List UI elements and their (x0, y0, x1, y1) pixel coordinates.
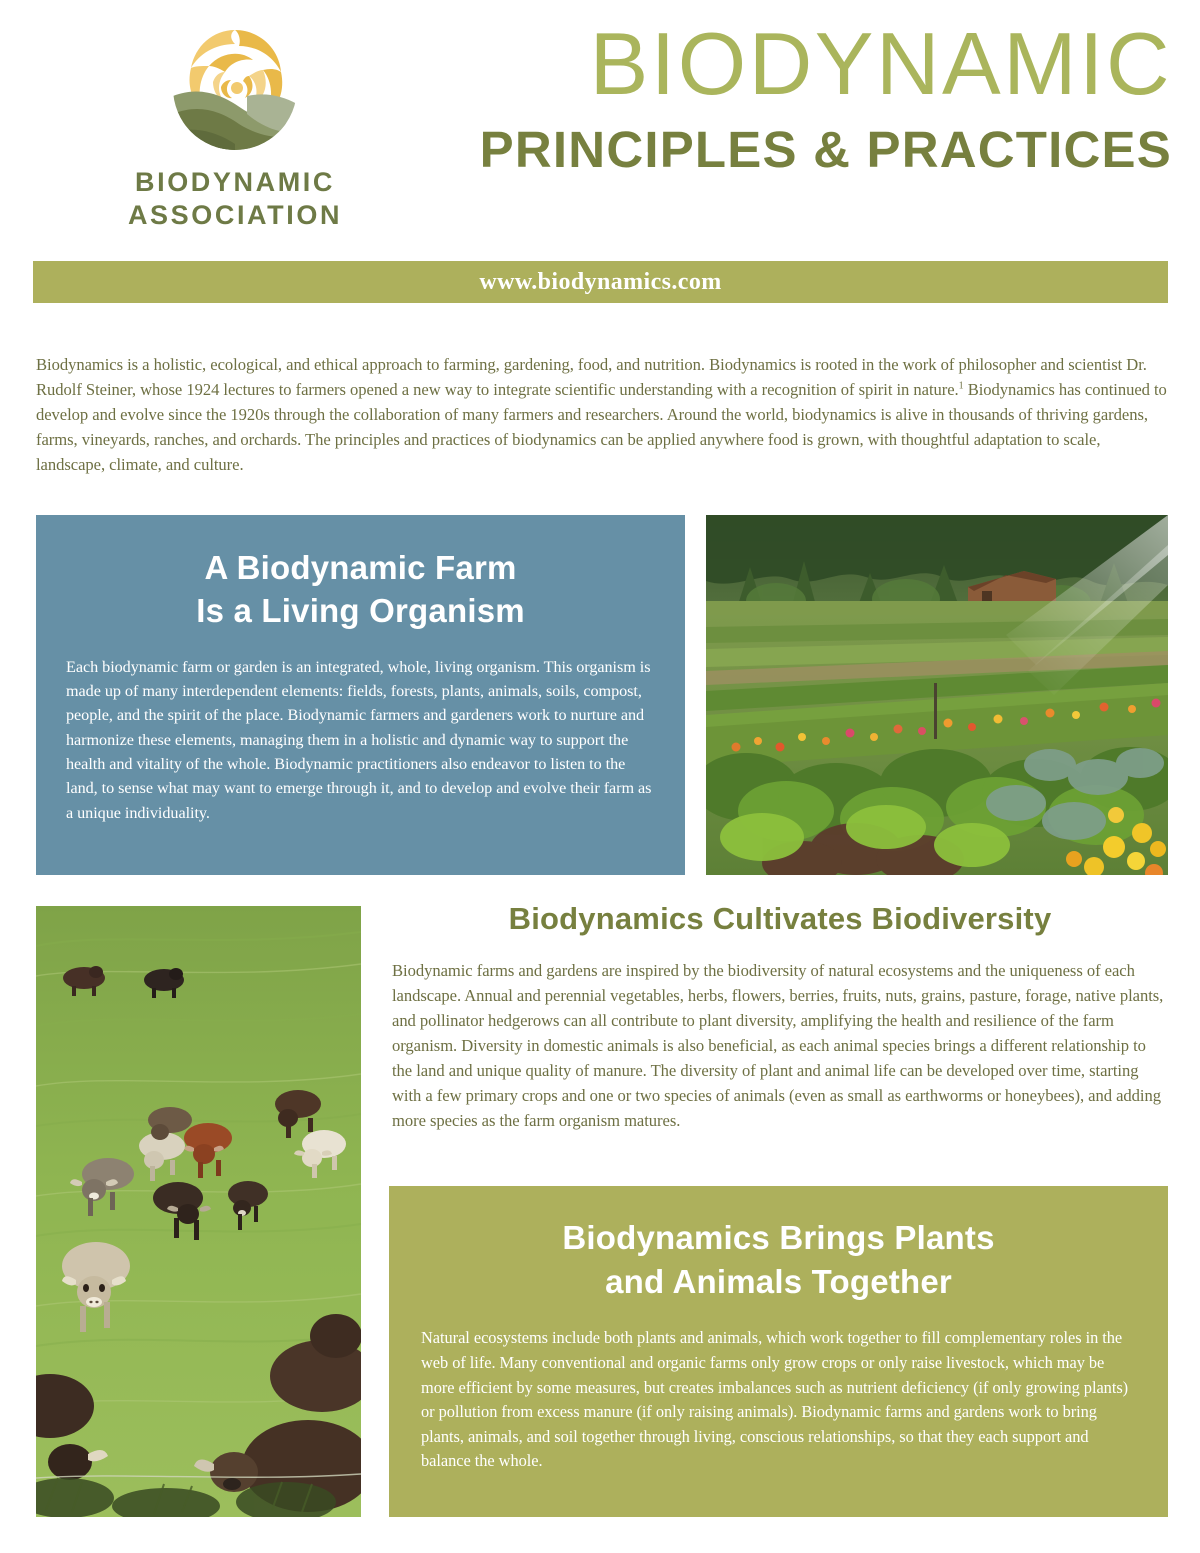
section-living-organism-heading (36, 515, 685, 633)
section-biodiversity-body: Biodynamic farms and gardens are inspired by the biodiversity of natural ecosystems and the uniqueness of each landscape. Annual and perennial vegetables, herbs, flowers, berries, fruits, nuts, grains, pasture, forage, native plants, and pollinator hedgerows can all contribute to plant diversity, amplifying the health and resilience of the farm organism. Diversity in domestic animals is also beneficial, as each animal species brings a different relationship to the land and unique quality of manure. The diversity of plant and animal life can be developed over time, starting with a few primary crops and one or two species of animals (even as small as earthworms or honeybees), and adding more species as the farm organism matures. (392, 961, 1164, 1130)
heading-line-1: A Biodynamic Farm (204, 549, 517, 586)
website-url-band (33, 261, 1168, 303)
intro-text-part1: Biodynamics is a holistic, ecological, and ethical approach to farming, gardening, food, and nutrition. Biodynamics is rooted in the work of philosopher and scientist Dr. Rudolf Steiner, whose 1924 lectures to farmers opened a new way to integrate scientific understanding with a recognition of spirit in nature. (36, 355, 1147, 399)
page-title (412, 14, 1172, 180)
intro-text-part2: Biodynamics has continued to develop and evolve since the 1920s through the collaboration of many farmers and researchers. Around the world, biodynamics is alive in thousands of thriving gardens, farms, vineyards, ranches, and orchards. The principles and practices of biodynamics can be applied anywhere food is grown, with thoughtful adaptation to scale, landscape, climate, and culture. (36, 379, 1167, 474)
website-url-text: www.biodynamics.com (479, 268, 722, 295)
page-title-main: BIODYNAMIC (589, 14, 1172, 113)
section-living-organism (36, 515, 685, 875)
logo-wordmark-line1: BIODYNAMIC (135, 167, 335, 197)
cattle-pasture-photo-image (36, 906, 361, 1517)
section-plants-and-animals (389, 1186, 1168, 1517)
section-plants-and-animals-body: Natural ecosystems include both plants and animals, which work together to fill complementary roles in the web of life. Many conventional and organic farms only grow crops or only raise livestock, which may be more efficient by some measures, but creates imbalances such as nutrient deficiency (if only growing plants) or pollution from excess manure (if only raising animals). Biodynamic farms and gardens work to bring plants, animals, and soil together through living, conscious relationships, so that they each support and balance the whole. (421, 1328, 1129, 1471)
page-header (0, 0, 1200, 250)
footnote-marker: 1 (958, 380, 964, 392)
intro-paragraph (36, 353, 1168, 477)
section-biodiversity-heading: Biodynamics Cultivates Biodiversity (508, 901, 1052, 936)
farm-garden-photo-image (706, 515, 1168, 875)
heading-line-1: Biodynamics Brings Plants (562, 1219, 995, 1256)
heading-line-2: and Animals Together (605, 1263, 952, 1301)
logo-wordmark-line2: ASSOCIATION (127, 199, 343, 230)
cattle-pasture-photo (36, 906, 361, 1517)
section-biodiversity (392, 900, 1168, 1133)
biodynamic-sun-spiral-logo-icon (169, 22, 301, 154)
biodynamic-association-logo (90, 22, 380, 232)
section-plants-and-animals-heading (389, 1186, 1168, 1304)
heading-line-2: Is a Living Organism (196, 591, 525, 629)
farm-garden-photo (706, 515, 1168, 875)
page-title-subtitle: PRINCIPLES & PRACTICES (479, 120, 1172, 178)
section-living-organism-body: Each biodynamic farm or garden is an integrated, whole, living organism. This organism is made up of many interdependent elements: fields, forests, plants, animals, soils, compost, people, and the spirit of the place. Biodynamic farmers and gardeners work to nurture and harmonize these elements, managing them in a holistic and dynamic way to support the health and vitality of the whole. Biodynamic practitioners also endeavor to listen to the land, to sense what may want to emerge through it, and to develop and evolve their farm as a unique individuality. (66, 657, 652, 822)
